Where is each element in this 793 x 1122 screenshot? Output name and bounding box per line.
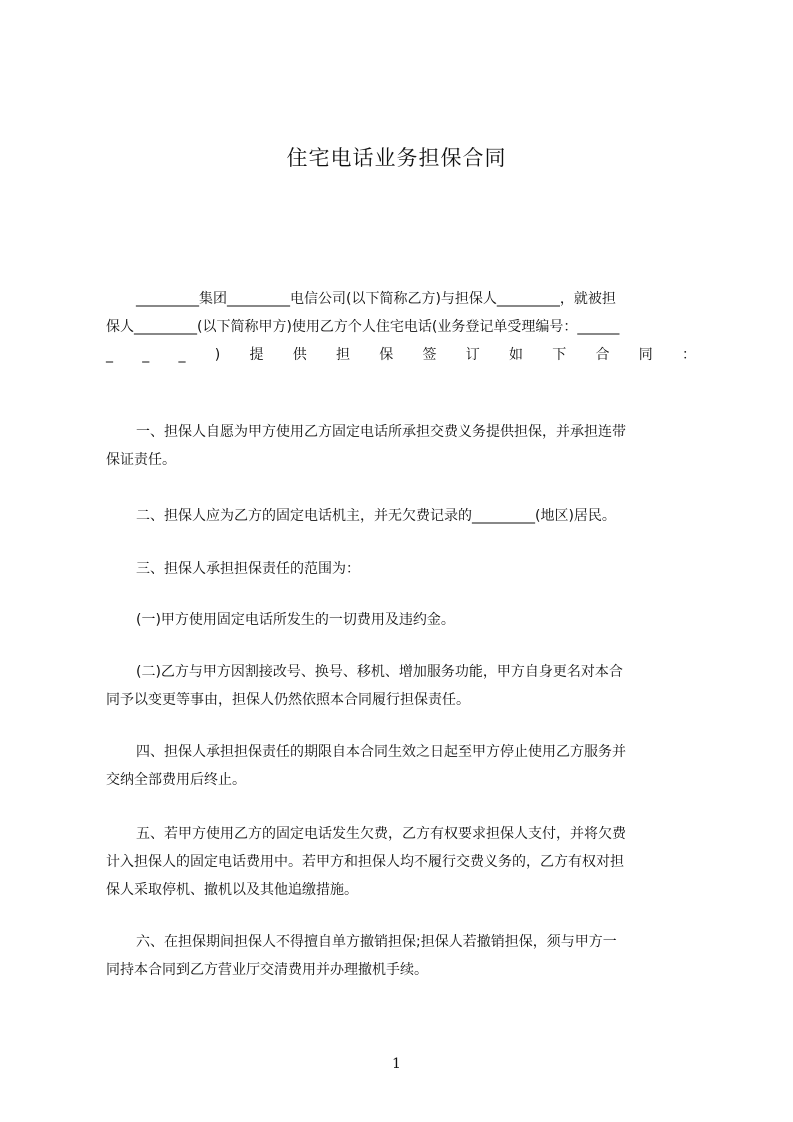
clause-4-line-2: 交纳全部费用后终止。 xyxy=(106,772,246,788)
intro-paragraph xyxy=(106,285,702,369)
intro-char: 合 xyxy=(595,347,610,363)
intro-char: ) xyxy=(214,347,221,363)
document-title: 住宅电话业务担保合同 xyxy=(286,146,507,170)
intro-line-2: 保人_________(以下简称甲方)使用乙方个人住宅电话(业务登记单受理编号：______ xyxy=(106,319,620,335)
clause-2-line-1: 二、担保人应为乙方的固定电话机主，并无欠费记录的_________(地区)居民。 xyxy=(136,508,616,524)
clause-6-line-1: 六、在担保期间担保人不得擅自单方撤销担保;担保人若撤销担保，须与甲方一 xyxy=(136,934,617,950)
clause-4 xyxy=(106,738,702,794)
intro-char: 提 xyxy=(249,347,264,363)
clause-3-item-2-line-2: 同予以变更等事由，担保人仍然依照本合同履行担保责任。 xyxy=(106,692,470,708)
page-number: 1 xyxy=(392,1056,401,1072)
clause-3 xyxy=(106,555,702,583)
clause-1-line-1: 一、担保人自愿为甲方使用乙方固定电话所承担交费义务提供担保，并承担连带 xyxy=(136,424,626,440)
intro-char: _ xyxy=(106,347,113,363)
intro-char: 订 xyxy=(465,347,480,363)
clause-5-line-2: 计入担保人的固定电话费用中。若甲方和担保人均不履行交费义务的，乙方有权对担 xyxy=(106,854,624,870)
intro-char: 如 xyxy=(508,347,523,363)
intro-char: 担 xyxy=(335,347,350,363)
intro-char: 保 xyxy=(379,347,394,363)
intro-char: 签 xyxy=(422,347,437,363)
clause-5-line-3: 保人采取停机、撤机以及其他追缴措施。 xyxy=(106,882,358,898)
clause-5-line-1: 五、若甲方使用乙方的固定电话发生欠费，乙方有权要求担保人支付，并将欠费 xyxy=(136,826,626,842)
intro-char: ： xyxy=(681,347,696,363)
intro-char: 供 xyxy=(292,347,307,363)
intro-line-1: _________集团_________电信公司(以下简称乙方)与担保人_________，就被担 xyxy=(136,291,616,307)
clause-2 xyxy=(106,502,702,530)
clause-6-line-2: 同持本合同到乙方营业厅交清费用并办理撤机手续。 xyxy=(106,962,428,978)
clause-3-item-1 xyxy=(106,606,702,634)
clause-6 xyxy=(106,928,702,984)
intro-char: 同 xyxy=(638,347,653,363)
clause-4-line-1: 四、担保人承担担保责任的期限自本合同生效之日起至甲方停止使用乙方服务并 xyxy=(136,744,626,760)
clause-5 xyxy=(106,820,702,904)
clause-1-line-2: 保证责任。 xyxy=(106,452,176,468)
intro-char: _ xyxy=(178,347,186,363)
clause-1 xyxy=(106,418,702,474)
clause-3-line-1: 三、担保人承担担保责任的范围为： xyxy=(136,561,360,577)
intro-char: _ xyxy=(142,347,150,363)
clause-3-item-2-line-1: (二)乙方与甲方因割接改号、换号、移机、增加服务功能，甲方自身更名对本合 xyxy=(136,664,623,680)
clause-3-item-2 xyxy=(106,658,702,714)
intro-line-3 xyxy=(106,341,696,369)
intro-char: 下 xyxy=(552,347,567,363)
clause-3-item-1-line-1: (一)甲方使用固定电话所发生的一切费用及违约金。 xyxy=(136,612,455,628)
